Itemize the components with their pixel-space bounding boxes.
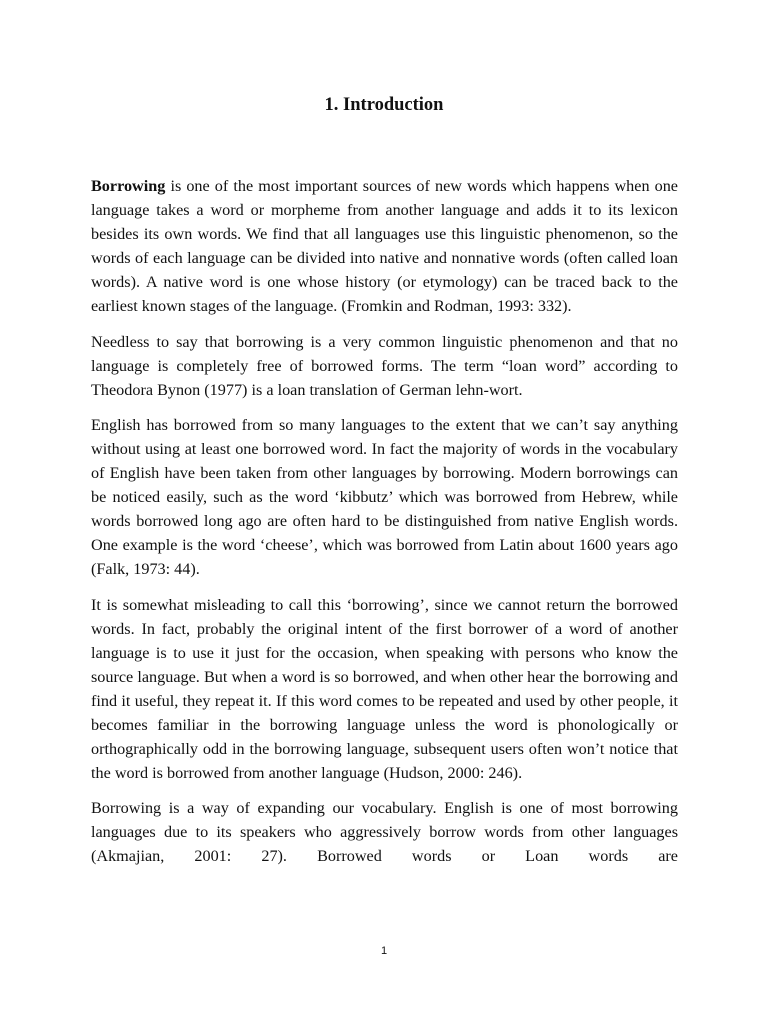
paragraph-misleading-term: It is somewhat misleading to call this ‘borrowing’, since we cannot return the borrowed words. In fact, probably the original intent of the first borrower of a word of another language is to use it just for the occasion, when speaking with persons who know the source language. But when a word is so borrowed, and when other hear the borrowing and find it useful, they repeat it. If this word comes to be repeated and used by other people, it becomes familiar in the borrowing language unless the word is phonologically or orthographically odd in the borrowing language, subsequent users often won’t notice that the word is borrowed from another language (Hudson, 2000: 246).: [91, 595, 678, 783]
page-number: 1: [380, 945, 388, 957]
paragraph-borrowing-definition: [91, 174, 678, 319]
paragraph-english-borrowing: English has borrowed from so many languages to the extent that we can’t say anything without using at least one borrowed word. In fact the majority of words in the vocabulary of English have been taken from other languages by borrowing. Modern borrowings can be noticed easily, such as the word ‘kibbutz’ which was borrowed from Hebrew, while words borrowed long ago are often hard to be distinguished from native English words. One example is the word ‘cheese’, which was borrowed from Latin about 1600 years ago (Falk, 1973: 44).: [91, 415, 678, 579]
paragraph-loan-word: Needless to say that borrowing is a very common linguistic phenomenon and that no language is completely free of borrowed forms. The term “loan word” according to Theodora Bynon (1977) is a loan translation of German lehn-wort.: [91, 332, 678, 399]
paragraph-text: is one of the most important sources of new words which happens when one language takes a word or morpheme from another language and adds it to its lexicon besides its own words. We find that all languages use this linguistic phenomenon, so the words of each language can be divided into native and nonnative words (often called loan words). A native word is one whose history (or etymology) can be traced back to the earliest known stages of the language. (Fromkin and Rodman, 1993: 332).: [91, 177, 678, 316]
paragraph-expanding-vocabulary: Borrowing is a way of expanding our vocabulary. English is one of most borrowing languages due to its speakers who aggressively borrow words from other languages (Akmajian, 2001: 27). Borrowed words or Loan words are: [91, 799, 678, 866]
document-body: [91, 174, 678, 869]
page-title: 1. Introduction: [324, 95, 444, 115]
term-borrowing: Borrowing: [91, 177, 166, 195]
